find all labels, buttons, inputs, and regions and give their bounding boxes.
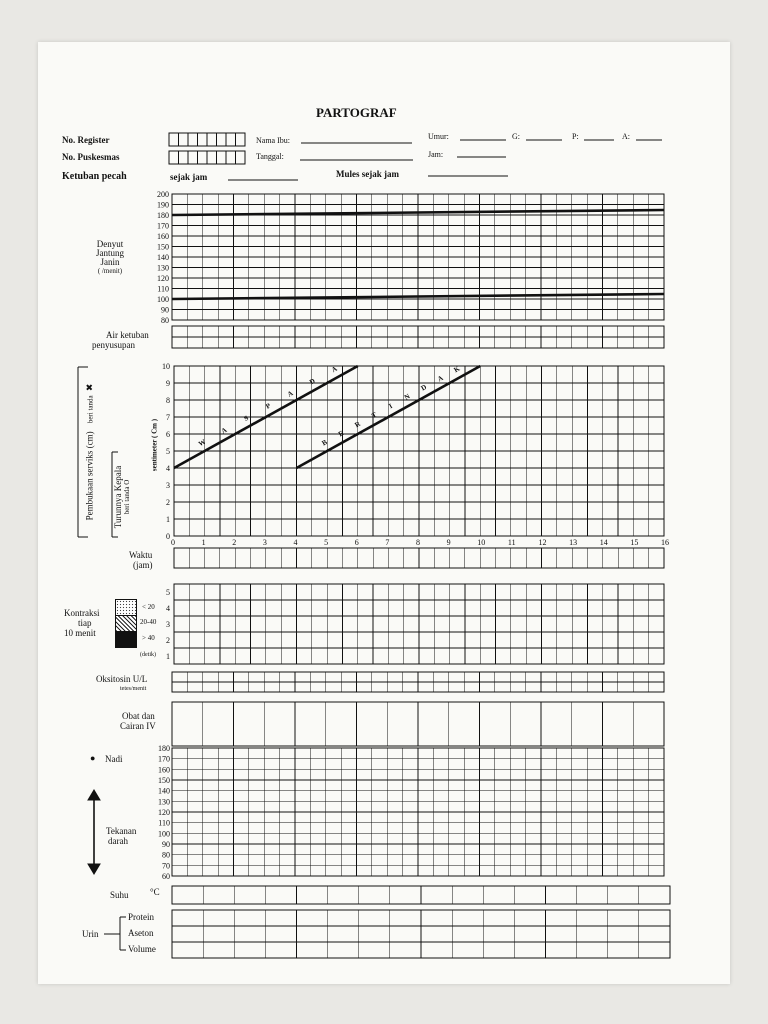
arrow-up-icon <box>88 790 100 800</box>
kontraksi-legend-hatched <box>115 615 137 632</box>
action-label-letter: B <box>320 438 329 448</box>
fhr-scale-80: 80 <box>161 316 169 325</box>
tetes-menit-label: tetes/menit <box>120 686 147 692</box>
sejak-jam-label: sejak jam <box>170 172 208 182</box>
detik-label: (detik) <box>140 652 156 658</box>
tekanan-scale-130: 130 <box>158 797 170 807</box>
tanggal-label: Tanggal: <box>256 152 284 161</box>
nama-ibu-label: Nama Ibu: <box>256 136 290 145</box>
hour-label-14: 14 <box>599 538 608 547</box>
kontraksi-scale-5: 5 <box>166 588 170 597</box>
hour-label-7: 7 <box>385 538 390 547</box>
hour-label-4: 4 <box>293 538 298 547</box>
ketuban-pecah-label: Ketuban pecah <box>62 171 127 182</box>
hour-label-3: 3 <box>262 538 267 547</box>
hour-label-8: 8 <box>416 538 420 547</box>
fhr-scale-130: 130 <box>157 263 169 273</box>
cervix-scale-1: 1 <box>166 515 170 524</box>
obat-label: Obat dan Cairan IV <box>120 711 156 731</box>
action-label-letter: T <box>370 410 379 420</box>
tekanan-scale-80: 80 <box>162 850 170 860</box>
hour-label-9: 9 <box>446 538 451 547</box>
action-label-letter: R <box>353 419 362 430</box>
tekanan-scale-120: 120 <box>158 808 170 817</box>
air-ketuban-label: Air ketuban penyusupan <box>92 330 149 350</box>
hour-label-13: 13 <box>569 538 578 547</box>
kontraksi-scale-1: 1 <box>166 652 170 661</box>
action-label-letter: I <box>387 402 394 411</box>
cervix-scale-2: 2 <box>166 498 170 507</box>
suhu-unit: °C <box>150 887 160 897</box>
page-title: PARTOGRAF <box>316 105 397 120</box>
fhr-scale-170: 170 <box>157 221 169 231</box>
fhr-scale-190: 190 <box>157 200 169 210</box>
cervix-scale-7: 7 <box>166 413 170 422</box>
hour-label-15: 15 <box>630 538 639 547</box>
waktu-label: Waktu (jam) <box>129 550 153 570</box>
centimeter-label: sentimeter ( Cm ) <box>150 418 159 472</box>
action-label-letter: D <box>419 383 428 393</box>
fhr-scale-200: 200 <box>157 190 169 199</box>
fhr-scale-90: 90 <box>161 305 169 315</box>
cervix-scale-4: 4 <box>166 464 170 473</box>
alert-label-letter: A <box>286 389 295 399</box>
cervix-scale-8: 8 <box>166 396 170 405</box>
cervix-scale-0: 0 <box>166 532 170 541</box>
register-label: No. Register <box>62 135 110 145</box>
suhu-label: Suhu <box>110 890 129 900</box>
alert-label-letter: P <box>264 401 273 411</box>
tekanan-scale-100: 100 <box>158 829 170 839</box>
puskesmas-boxes[interactable] <box>169 151 245 164</box>
action-label-letter: E <box>337 429 346 439</box>
action-label-letter: N <box>403 392 412 402</box>
kontraksi-label: Kontraksi tiap 10 menit <box>64 608 100 638</box>
waktu-grid <box>174 548 664 568</box>
kontraksi-legend-dotted <box>115 599 137 616</box>
urin-aseton: Aseton <box>128 928 154 938</box>
hour-label-2: 2 <box>232 538 237 547</box>
oksitosin-label: Oksitosin U/L <box>96 674 148 684</box>
urin-label: Urin <box>82 929 99 939</box>
hour-label-10: 10 <box>477 538 486 547</box>
hour-label-0: 0 <box>171 538 175 547</box>
fhr-scale-110: 110 <box>157 284 169 294</box>
jam-label: Jam: <box>428 150 444 159</box>
cervix-grid <box>174 366 664 536</box>
suhu-grid <box>172 886 670 904</box>
legend-lt20: < 20 <box>142 603 155 611</box>
alert-label-letter: D <box>308 376 317 387</box>
tekanan-scale-60: 60 <box>162 872 170 881</box>
tekanan-scale-110: 110 <box>158 818 170 828</box>
tekanan-scale-150: 150 <box>158 776 170 785</box>
hour-label-11: 11 <box>507 538 516 547</box>
hour-label-16: 16 <box>661 538 669 547</box>
nadi-label: Nadi <box>105 754 123 764</box>
obat-grid <box>172 702 664 746</box>
kontraksi-scale-2: 2 <box>166 636 170 645</box>
fhr-scale-120: 120 <box>157 274 169 283</box>
nadi-tekanan-grid <box>172 748 664 876</box>
kontraksi-legend-solid <box>115 631 137 648</box>
kontraksi-scale-3: 3 <box>166 620 170 629</box>
tekanan-label: Tekanan darah <box>106 826 137 846</box>
kontraksi-scale-4: 4 <box>166 604 170 613</box>
nadi-bullet: ● <box>90 753 96 763</box>
cervix-scale-9: 9 <box>166 379 170 388</box>
arrow-down-icon <box>88 864 100 874</box>
urin-protein: Protein <box>128 912 154 922</box>
tekanan-scale-170: 170 <box>158 754 170 764</box>
fhr-scale-180: 180 <box>157 211 169 220</box>
fhr-scale-150: 150 <box>157 242 169 252</box>
fhr-scale-160: 160 <box>157 232 169 241</box>
legend-20-40: 20-40 <box>140 618 157 626</box>
kontraksi-grid <box>174 584 664 664</box>
alert-label-letter: A <box>219 425 229 436</box>
cervix-scale-10: 10 <box>162 362 170 371</box>
hour-label-6: 6 <box>354 538 359 547</box>
alert-label-letter: W <box>197 437 208 449</box>
urin-grid <box>172 910 670 958</box>
pembukaan-label: Pembukaan serviks (cm) beri tanda ✖ <box>84 383 95 521</box>
oksitosin-grid <box>172 672 664 692</box>
legend-gt40: > 40 <box>142 634 155 642</box>
alert-label-letter: A <box>330 364 339 375</box>
fhr-label: Denyut Jantung Janin ( /menit) <box>96 239 124 275</box>
tekanan-scale-160: 160 <box>158 765 170 775</box>
tekanan-scale-90: 90 <box>162 840 170 849</box>
fhr-scale-140: 140 <box>157 253 169 262</box>
puskesmas-label: No. Puskesmas <box>62 152 120 162</box>
hour-label-5: 5 <box>324 538 329 547</box>
action-label-letter: K <box>452 364 462 375</box>
cervix-scale-5: 5 <box>166 447 170 456</box>
turunnya-kepala-label: Turunnya Kepala beri tanda O <box>113 465 131 529</box>
mules-label: Mules sejak jam <box>336 169 399 179</box>
fhr-scale-100: 100 <box>157 295 169 304</box>
urin-volume: Volume <box>128 944 156 954</box>
register-boxes[interactable] <box>169 133 245 146</box>
p-label: P: <box>572 132 579 141</box>
cervix-scale-6: 6 <box>166 430 170 439</box>
tekanan-scale-140: 140 <box>158 786 170 796</box>
hour-label-1: 1 <box>201 538 206 547</box>
umur-label: Umur: <box>428 132 449 141</box>
action-label-letter: A <box>436 373 445 384</box>
tekanan-scale-70: 70 <box>162 861 170 871</box>
g-label: G: <box>512 132 520 141</box>
a-label: A: <box>622 132 630 141</box>
alert-label-letter: S <box>242 413 250 423</box>
tekanan-scale-180: 180 <box>158 744 170 753</box>
air-ketuban-grid <box>172 326 664 348</box>
cervix-scale-3: 3 <box>166 481 170 490</box>
hour-label-12: 12 <box>538 538 547 547</box>
